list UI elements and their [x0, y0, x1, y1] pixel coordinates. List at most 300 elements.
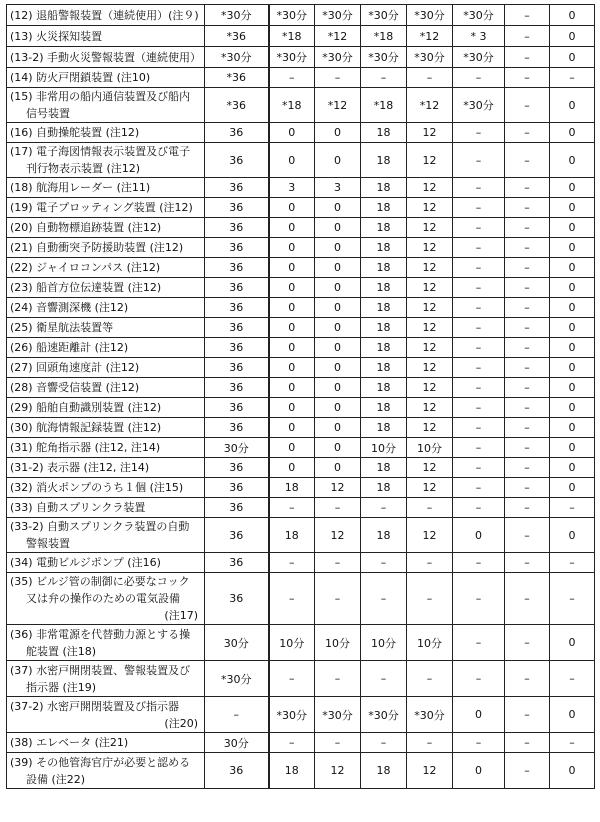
value-cell: 36: [205, 553, 269, 573]
table-row: [7, 753, 595, 789]
item-name-cell: [7, 418, 205, 438]
value-cell: 18: [361, 143, 407, 178]
value-cell: –: [315, 498, 361, 518]
value-cell: 12: [407, 298, 453, 318]
value-cell: 0: [269, 438, 315, 458]
value-cell: * 3: [453, 26, 505, 47]
value-cell: 18: [361, 198, 407, 218]
value-cell: –: [505, 143, 550, 178]
value-cell: –: [505, 753, 550, 789]
value-cell: 18: [361, 478, 407, 498]
table-row: [7, 498, 595, 518]
value-cell: –: [550, 573, 595, 625]
value-cell: 18: [361, 318, 407, 338]
value-cell: 0: [550, 26, 595, 47]
item-name-cell: [7, 88, 205, 123]
value-cell: 18: [361, 378, 407, 398]
item-name-line: (18) 航海用レーダー (注11): [10, 181, 151, 194]
value-cell: –: [505, 573, 550, 625]
value-cell: 0: [269, 238, 315, 258]
value-cell: –: [453, 398, 505, 418]
value-cell: 18: [361, 338, 407, 358]
value-cell: –: [453, 661, 505, 697]
value-cell: 0: [269, 318, 315, 338]
value-cell: *12: [407, 26, 453, 47]
value-cell: –: [550, 68, 595, 88]
value-cell: *30分: [407, 5, 453, 26]
value-cell: –: [505, 378, 550, 398]
value-cell: 36: [205, 398, 269, 418]
value-cell: –: [361, 498, 407, 518]
value-cell: *30分: [361, 5, 407, 26]
value-cell: –: [453, 68, 505, 88]
value-cell: 0: [269, 123, 315, 143]
value-cell: 12: [315, 753, 361, 789]
value-cell: 10分: [361, 438, 407, 458]
table-row: [7, 318, 595, 338]
value-cell: 0: [269, 418, 315, 438]
value-cell: 18: [361, 178, 407, 198]
value-cell: 12: [407, 358, 453, 378]
value-cell: *36: [205, 88, 269, 123]
value-cell: 10分: [269, 625, 315, 661]
item-name-line: (28) 音響受信装置 (注12): [10, 381, 140, 394]
value-cell: –: [315, 573, 361, 625]
item-name-line: (37) 水密戸開閉装置、警報装置及び: [10, 663, 191, 677]
item-name-line: 指示器 (注19): [26, 680, 97, 694]
value-cell: 12: [407, 318, 453, 338]
value-cell: 36: [205, 278, 269, 298]
table-row: [7, 378, 595, 398]
value-cell: –: [453, 733, 505, 753]
value-cell: *30分: [205, 5, 269, 26]
table-row: [7, 733, 595, 753]
table-row: [7, 198, 595, 218]
power-supply-duration-table: [6, 4, 595, 789]
value-cell: 0: [315, 398, 361, 418]
item-name-line: 刊行物表示装置 (注12): [26, 162, 141, 175]
value-cell: 12: [315, 518, 361, 553]
table-row: [7, 697, 595, 733]
item-name-line: (25) 衛星航法装置等: [10, 321, 114, 334]
table-row: [7, 218, 595, 238]
value-cell: *36: [205, 26, 269, 47]
value-cell: –: [505, 47, 550, 68]
value-cell: –: [361, 661, 407, 697]
table-row: [7, 123, 595, 143]
value-cell: 0: [550, 318, 595, 338]
value-cell: 18: [361, 753, 407, 789]
value-cell: –: [505, 418, 550, 438]
table-row: [7, 518, 595, 553]
value-cell: 0: [550, 218, 595, 238]
value-cell: 36: [205, 338, 269, 358]
value-cell: 0: [453, 518, 505, 553]
value-cell: –: [315, 553, 361, 573]
value-cell: *18: [361, 88, 407, 123]
item-name-line: (31-2) 表示器 (注12, 注14): [10, 461, 150, 474]
value-cell: 18: [361, 258, 407, 278]
value-cell: 0: [315, 338, 361, 358]
value-cell: 36: [205, 238, 269, 258]
item-name-line: (14) 防火戸閉鎖装置 (注10): [10, 71, 151, 84]
value-cell: –: [407, 661, 453, 697]
item-name-line: (38) エレベータ (注21): [10, 736, 129, 749]
item-name-cell: [7, 5, 205, 26]
value-cell: 36: [205, 518, 269, 553]
item-name-cell: [7, 458, 205, 478]
item-name-cell: [7, 358, 205, 378]
value-cell: 36: [205, 258, 269, 278]
table-row: [7, 418, 595, 438]
value-cell: –: [269, 498, 315, 518]
value-cell: 0: [550, 418, 595, 438]
value-cell: –: [505, 553, 550, 573]
value-cell: –: [505, 498, 550, 518]
value-cell: 0: [550, 198, 595, 218]
value-cell: *30分: [205, 661, 269, 697]
value-cell: 18: [361, 358, 407, 378]
value-cell: 12: [407, 478, 453, 498]
value-cell: 0: [550, 238, 595, 258]
value-cell: 0: [315, 358, 361, 378]
value-cell: *30分: [315, 697, 361, 733]
value-cell: 30分: [205, 625, 269, 661]
value-cell: *30分: [315, 5, 361, 26]
value-cell: –: [269, 68, 315, 88]
table-row: [7, 661, 595, 697]
item-name-line: (13-2) 手動火災警報装置（連続使用）: [10, 50, 202, 64]
value-cell: –: [361, 733, 407, 753]
value-cell: –: [505, 733, 550, 753]
value-cell: –: [505, 458, 550, 478]
value-cell: 0: [550, 697, 595, 733]
value-cell: 0: [315, 278, 361, 298]
value-cell: –: [315, 68, 361, 88]
table-row: [7, 478, 595, 498]
table-row: [7, 68, 595, 88]
value-cell: 12: [407, 518, 453, 553]
item-name-line: (注17): [164, 609, 198, 622]
item-name-line: (32) 消火ポンプのうち１個 (注15): [10, 481, 184, 494]
value-cell: 18: [361, 278, 407, 298]
value-cell: –: [453, 498, 505, 518]
item-name-line: (34) 電動ビルジポンプ (注16): [10, 556, 161, 569]
value-cell: *18: [269, 26, 315, 47]
value-cell: 12: [407, 238, 453, 258]
value-cell: –: [550, 553, 595, 573]
table-row: [7, 143, 595, 178]
value-cell: –: [505, 438, 550, 458]
value-cell: 0: [550, 518, 595, 553]
value-cell: 0: [550, 298, 595, 318]
value-cell: 36: [205, 318, 269, 338]
item-name-cell: [7, 733, 205, 753]
item-name-cell: [7, 123, 205, 143]
value-cell: 0: [315, 143, 361, 178]
item-name-line: (20) 自動物標追跡装置 (注12): [10, 221, 162, 234]
item-name-cell: [7, 498, 205, 518]
value-cell: *30分: [315, 47, 361, 68]
value-cell: 0: [315, 123, 361, 143]
value-cell: 12: [407, 278, 453, 298]
value-cell: –: [407, 498, 453, 518]
value-cell: 10分: [407, 625, 453, 661]
value-cell: 0: [269, 358, 315, 378]
item-name-cell: [7, 338, 205, 358]
value-cell: 36: [205, 123, 269, 143]
value-cell: –: [453, 438, 505, 458]
value-cell: 0: [315, 378, 361, 398]
value-cell: 12: [407, 753, 453, 789]
item-name-cell: [7, 573, 205, 625]
item-name-line: (29) 船舶自動識別装置 (注12): [10, 401, 162, 414]
value-cell: 12: [407, 378, 453, 398]
item-name-cell: [7, 178, 205, 198]
item-name-cell: [7, 298, 205, 318]
value-cell: 0: [550, 258, 595, 278]
value-cell: *30分: [407, 47, 453, 68]
value-cell: 0: [269, 218, 315, 238]
table-row: [7, 47, 595, 68]
value-cell: *30分: [205, 47, 269, 68]
value-cell: –: [505, 358, 550, 378]
item-name-cell: [7, 478, 205, 498]
item-name-line: (26) 船速距離計 (注12): [10, 341, 129, 354]
value-cell: –: [550, 498, 595, 518]
value-cell: –: [453, 258, 505, 278]
value-cell: 36: [205, 218, 269, 238]
value-cell: –: [361, 68, 407, 88]
value-cell: 36: [205, 478, 269, 498]
value-cell: *18: [361, 26, 407, 47]
table-row: [7, 553, 595, 573]
value-cell: 18: [361, 458, 407, 478]
value-cell: 0: [550, 338, 595, 358]
value-cell: *30分: [361, 47, 407, 68]
value-cell: 0: [453, 697, 505, 733]
value-cell: 12: [407, 338, 453, 358]
value-cell: 0: [550, 378, 595, 398]
value-cell: *30分: [269, 5, 315, 26]
table-row: [7, 338, 595, 358]
value-cell: 0: [550, 625, 595, 661]
item-name-line: 警報装置: [26, 537, 70, 550]
item-name-cell: [7, 318, 205, 338]
value-cell: –: [505, 178, 550, 198]
value-cell: –: [453, 143, 505, 178]
item-name-line: (注20): [164, 716, 198, 730]
value-cell: –: [550, 733, 595, 753]
value-cell: *30分: [269, 697, 315, 733]
value-cell: 0: [269, 258, 315, 278]
value-cell: 30分: [205, 438, 269, 458]
table-row: [7, 88, 595, 123]
value-cell: 10分: [315, 625, 361, 661]
value-cell: *30分: [407, 697, 453, 733]
value-cell: 0: [315, 218, 361, 238]
value-cell: –: [453, 458, 505, 478]
value-cell: –: [453, 625, 505, 661]
item-name-cell: [7, 661, 205, 697]
value-cell: –: [269, 553, 315, 573]
value-cell: –: [407, 733, 453, 753]
value-cell: –: [505, 318, 550, 338]
value-cell: *12: [407, 88, 453, 123]
value-cell: *30分: [361, 697, 407, 733]
value-cell: 0: [315, 458, 361, 478]
value-cell: –: [505, 338, 550, 358]
value-cell: *36: [205, 68, 269, 88]
value-cell: –: [505, 398, 550, 418]
value-cell: 0: [550, 5, 595, 26]
value-cell: 0: [315, 198, 361, 218]
value-cell: 0: [269, 198, 315, 218]
item-name-line: (12) 退船警報装置（連続使用）(注９): [10, 8, 199, 22]
value-cell: 36: [205, 358, 269, 378]
value-cell: 0: [550, 478, 595, 498]
value-cell: –: [407, 573, 453, 625]
value-cell: 0: [550, 88, 595, 123]
item-name-cell: [7, 697, 205, 733]
value-cell: –: [453, 198, 505, 218]
value-cell: –: [505, 697, 550, 733]
item-name-cell: [7, 68, 205, 88]
table-row: [7, 458, 595, 478]
item-name-cell: [7, 753, 205, 789]
value-cell: 12: [407, 123, 453, 143]
item-name-line: 設備 (注22): [26, 772, 86, 786]
value-cell: 0: [269, 338, 315, 358]
value-cell: –: [453, 553, 505, 573]
item-name-line: (23) 船首方位伝達装置 (注12): [10, 281, 162, 294]
item-name-cell: [7, 143, 205, 178]
item-name-cell: [7, 398, 205, 418]
value-cell: 0: [550, 438, 595, 458]
value-cell: –: [315, 733, 361, 753]
value-cell: 12: [407, 398, 453, 418]
item-name-line: (31) 舵角指示器 (注12, 注14): [10, 441, 161, 454]
value-cell: 0: [315, 438, 361, 458]
table-row: [7, 625, 595, 661]
item-name-line: (37-2) 水密戸開閉装置及び指示器: [10, 699, 180, 713]
value-cell: 18: [361, 238, 407, 258]
value-cell: –: [505, 625, 550, 661]
value-cell: 0: [315, 418, 361, 438]
item-name-cell: [7, 238, 205, 258]
value-cell: 36: [205, 573, 269, 625]
value-cell: 10分: [361, 625, 407, 661]
value-cell: 36: [205, 143, 269, 178]
value-cell: –: [453, 238, 505, 258]
value-cell: 0: [550, 278, 595, 298]
table-row: [7, 398, 595, 418]
value-cell: 36: [205, 298, 269, 318]
value-cell: –: [505, 298, 550, 318]
item-name-line: (33-2) 自動スプリンクラ装置の自動: [10, 520, 190, 533]
item-name-cell: [7, 198, 205, 218]
item-name-cell: [7, 553, 205, 573]
item-name-line: (39) その他管海官庁が必要と認める: [10, 755, 191, 769]
item-name-line: (27) 回頭角速度計 (注12): [10, 361, 140, 374]
item-name-line: 舵装置 (注18): [26, 644, 97, 658]
value-cell: –: [505, 238, 550, 258]
value-cell: –: [453, 298, 505, 318]
value-cell: 18: [269, 753, 315, 789]
value-cell: 0: [269, 143, 315, 178]
value-cell: 36: [205, 178, 269, 198]
item-name-cell: [7, 258, 205, 278]
value-cell: 18: [361, 123, 407, 143]
value-cell: –: [453, 278, 505, 298]
value-cell: 0: [269, 398, 315, 418]
value-cell: 0: [269, 378, 315, 398]
item-name-cell: [7, 278, 205, 298]
value-cell: 3: [269, 178, 315, 198]
value-cell: 36: [205, 198, 269, 218]
value-cell: 36: [205, 418, 269, 438]
value-cell: –: [505, 518, 550, 553]
table-row: [7, 358, 595, 378]
value-cell: 18: [269, 518, 315, 553]
value-cell: –: [453, 478, 505, 498]
item-name-line: (24) 音響測深機 (注12): [10, 301, 129, 314]
table-row: [7, 238, 595, 258]
value-cell: 0: [550, 47, 595, 68]
item-name-line: 信号装置: [26, 107, 70, 120]
value-cell: 12: [407, 218, 453, 238]
value-cell: 18: [361, 518, 407, 553]
item-name-cell: [7, 26, 205, 47]
value-cell: –: [453, 573, 505, 625]
item-name-line: (13) 火災探知装置: [10, 29, 103, 43]
value-cell: *12: [315, 26, 361, 47]
table-row: [7, 278, 595, 298]
value-cell: 0: [315, 238, 361, 258]
value-cell: –: [505, 218, 550, 238]
value-cell: –: [453, 418, 505, 438]
item-name-line: (33) 自動スプリンクラ装置: [10, 501, 146, 514]
item-name-line: (35) ビルジ管の制御に必要なコック: [10, 575, 190, 588]
value-cell: 18: [361, 418, 407, 438]
value-cell: *30分: [269, 47, 315, 68]
item-name-cell: [7, 625, 205, 661]
value-cell: 0: [315, 298, 361, 318]
item-name-line: (21) 自動衝突予防援助装置 (注12): [10, 241, 184, 254]
value-cell: 0: [550, 458, 595, 478]
value-cell: –: [205, 697, 269, 733]
value-cell: –: [361, 553, 407, 573]
value-cell: –: [505, 123, 550, 143]
value-cell: –: [550, 661, 595, 697]
item-name-cell: [7, 47, 205, 68]
value-cell: 0: [269, 298, 315, 318]
value-cell: 0: [550, 753, 595, 789]
value-cell: 36: [205, 378, 269, 398]
value-cell: –: [505, 26, 550, 47]
value-cell: *30分: [453, 5, 505, 26]
item-name-line: (15) 非常用の船内通信装置及び船内: [10, 90, 191, 103]
item-name-cell: [7, 378, 205, 398]
value-cell: –: [505, 278, 550, 298]
value-cell: –: [505, 198, 550, 218]
item-name-cell: [7, 438, 205, 458]
value-cell: 18: [361, 398, 407, 418]
value-cell: 0: [453, 753, 505, 789]
value-cell: 0: [550, 358, 595, 378]
value-cell: 18: [269, 478, 315, 498]
value-cell: 12: [407, 458, 453, 478]
